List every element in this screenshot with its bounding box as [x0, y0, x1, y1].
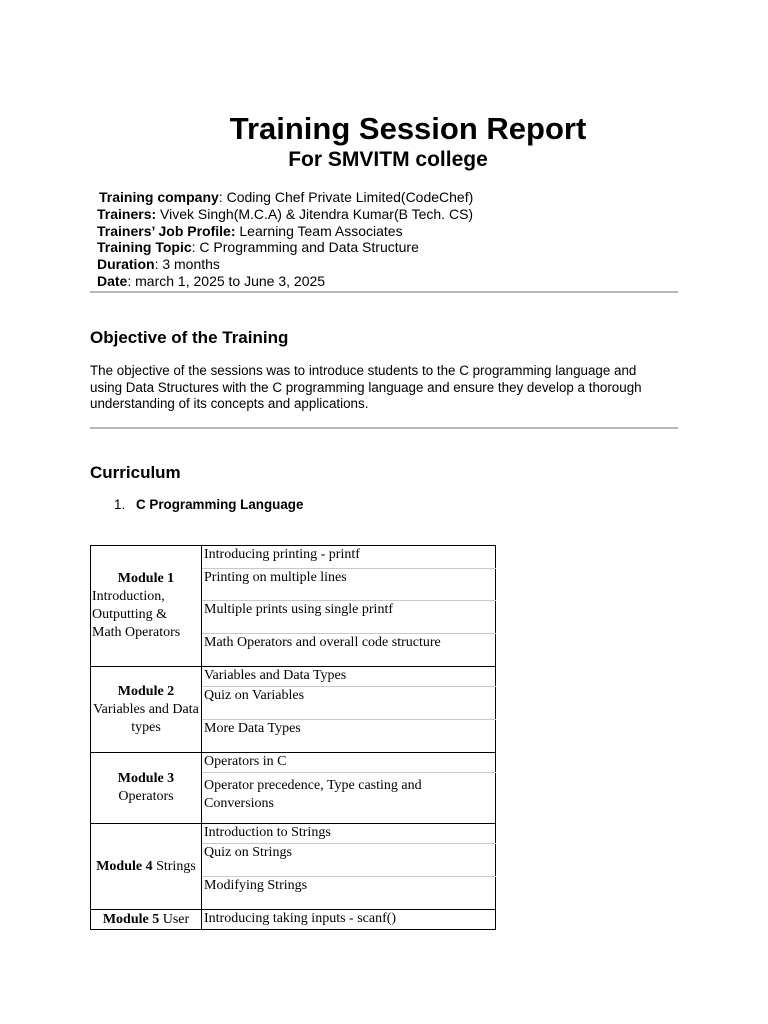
topic-cell: Introducing taking inputs - scanf()	[202, 910, 496, 930]
table-row	[91, 546, 496, 569]
info-value: 3 months	[162, 256, 220, 273]
info-label: Training Topic	[97, 239, 192, 256]
table-row	[91, 667, 496, 687]
list-item	[114, 496, 303, 514]
objective-text: The objective of the sessions was to introduce students to the C programming language and using Data Structures with the C programming language and ensure they develop a thorough understanding of its concepts and applications.	[90, 363, 642, 412]
module-desc: Variables and Data types	[93, 701, 199, 735]
topic-cell: Quiz on Variables	[202, 687, 496, 720]
report-subtitle: For SMVITM college	[288, 148, 488, 171]
info-value: Vivek Singh(M.C.A) & Jitendra Kumar(B Tech. CS)	[160, 205, 474, 222]
topic-cell: Multiple prints using single printf	[202, 601, 496, 634]
topic-cell: Operator precedence, Type casting and Conversions	[202, 773, 496, 824]
topic-cell: More Data Types	[202, 720, 496, 753]
info-label: Trainers:	[97, 205, 157, 222]
module-desc: Operators	[118, 789, 174, 804]
table-row	[91, 753, 496, 773]
topic-cell: Introducing printing - printf	[202, 546, 496, 569]
info-row-duration	[97, 256, 473, 273]
module-cell	[91, 546, 202, 667]
info-separator: :	[218, 189, 227, 205]
topic-cell: Math Operators and overall code structure	[202, 634, 496, 667]
info-row-job-profile	[97, 223, 473, 240]
module-cell	[91, 910, 202, 930]
info-separator: :	[154, 256, 163, 273]
info-separator: :	[191, 239, 200, 256]
info-label: Duration	[97, 256, 155, 273]
list-number: 1.	[114, 497, 126, 512]
info-separator: :	[127, 272, 136, 289]
curriculum-heading: Curriculum	[90, 463, 181, 482]
table-row	[91, 824, 496, 844]
module-name: Module 5	[102, 911, 160, 927]
module-name: Module 1	[117, 571, 175, 586]
curriculum-table	[90, 545, 496, 930]
topic-cell: Printing on multiple lines	[202, 569, 496, 601]
info-row-trainers	[97, 206, 473, 223]
module-desc: Introduction, Outputting & Math Operators	[92, 589, 181, 640]
report-title: Training Session Report	[229, 111, 587, 146]
horizontal-divider	[90, 427, 678, 429]
module-name: Module 4	[96, 858, 153, 874]
module-desc: Strings	[156, 858, 196, 874]
info-row-topic	[97, 239, 473, 256]
horizontal-divider	[90, 291, 678, 293]
topic-cell: Quiz on Strings	[202, 844, 496, 877]
info-label: Training company	[99, 189, 219, 205]
info-label: Trainers’ Job Profile:	[97, 222, 236, 239]
info-value: C Programming and Data Structure	[199, 239, 419, 256]
module-cell	[91, 753, 202, 824]
table-row	[91, 910, 496, 930]
list-item-text: C Programming Language	[136, 497, 304, 512]
topic-cell: Variables and Data Types	[202, 667, 496, 687]
info-value: Learning Team Associates	[239, 222, 403, 239]
topic-cell: Introduction to Strings	[202, 824, 496, 844]
info-value: march 1, 2025 to June 3, 2025	[135, 272, 326, 289]
info-row-company	[97, 189, 473, 206]
topic-cell: Operators in C	[202, 753, 496, 773]
info-row-date	[97, 273, 473, 290]
module-cell	[91, 824, 202, 910]
objective-heading: Objective of the Training	[90, 328, 289, 347]
module-desc: User	[162, 911, 190, 927]
training-info	[97, 189, 473, 290]
info-value: Coding Chef Private Limited(CodeChef)	[226, 189, 474, 205]
module-name: Module 3	[117, 771, 175, 786]
module-cell	[91, 667, 202, 753]
module-name: Module 2	[117, 683, 175, 699]
info-label: Date	[97, 272, 128, 289]
topic-cell: Modifying Strings	[202, 877, 496, 910]
